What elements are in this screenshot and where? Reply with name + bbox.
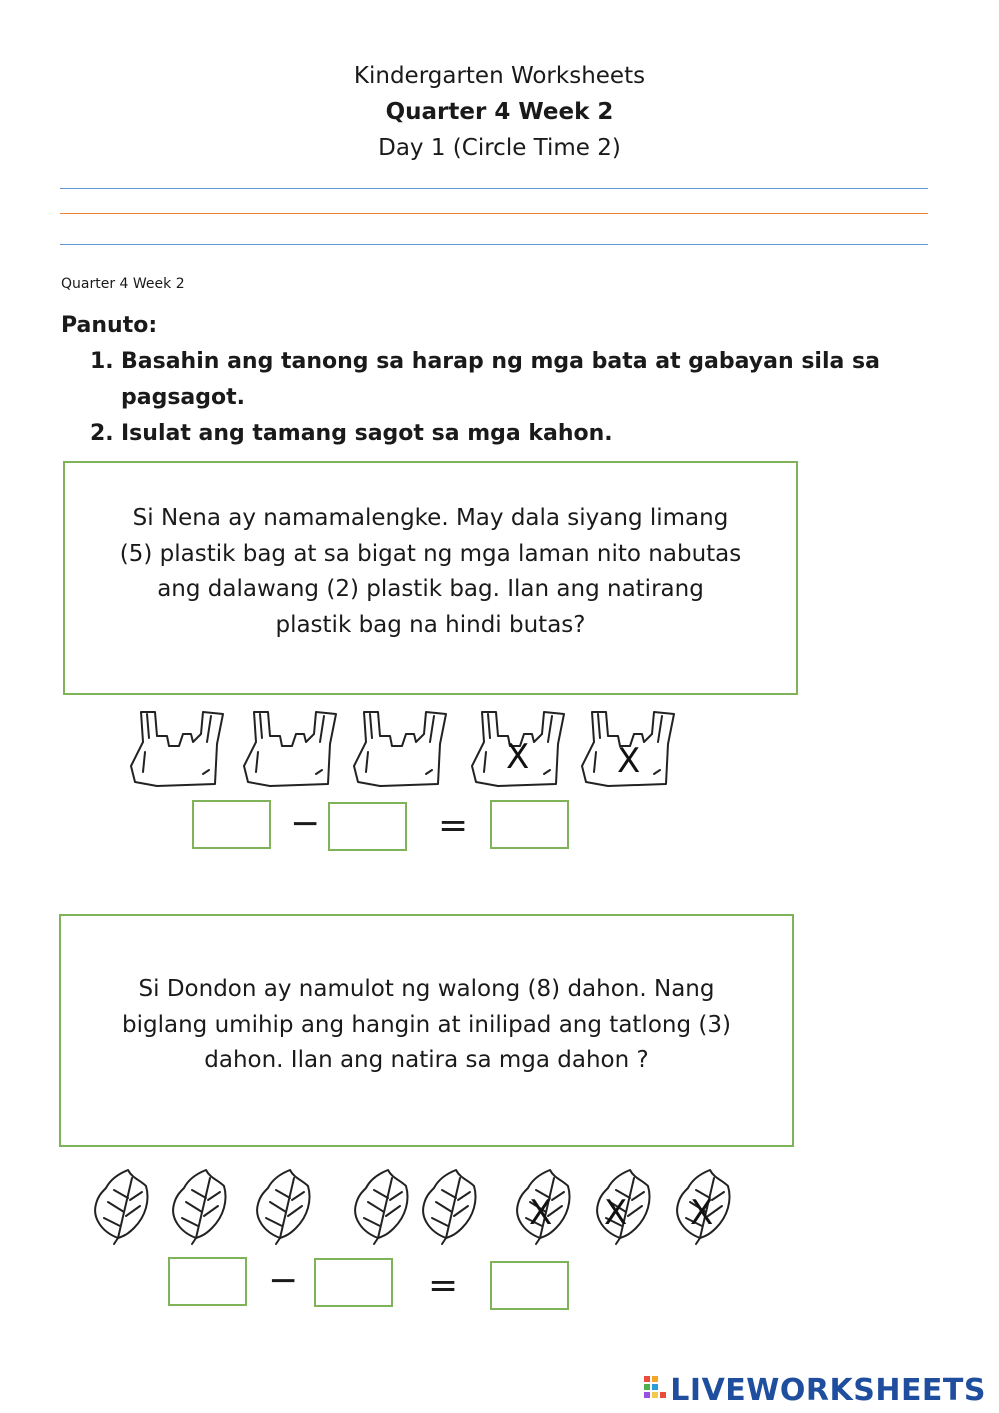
problem-1-text xyxy=(120,501,742,643)
header-rule-orange xyxy=(60,213,928,214)
worksheet-header-quarter: Quarter 4 Week 2 xyxy=(385,99,614,125)
subheading: Quarter 4 Week 2 xyxy=(61,276,185,292)
problem-1-box xyxy=(63,461,798,695)
problem-1-line: (5) plastik bag at sa bigat ng mga laman nito nabutas xyxy=(119,540,742,567)
plastic-bag-icon xyxy=(127,708,231,790)
instruction-1-number: 1. xyxy=(90,349,114,374)
liveworksheets-brand xyxy=(644,1373,986,1408)
worksheet-header-title: Kindergarten Worksheets xyxy=(353,63,646,89)
problem-2-line: biglang umihip ang hangin at inilipad ang tatlong (3) xyxy=(122,1011,731,1038)
problem-2-box xyxy=(59,914,794,1147)
cross-mark: X xyxy=(506,737,530,777)
problem-1-answer-box-1[interactable] xyxy=(192,800,271,849)
leaf-icon xyxy=(166,1166,232,1246)
problem-2-line: dahon. Ilan ang natira sa mga dahon ? xyxy=(204,1047,649,1073)
cross-mark: X xyxy=(604,1193,628,1233)
problem-2-answer-box-3[interactable] xyxy=(490,1261,569,1310)
problem-2-line: Si Dondon ay namulot ng walong (8) dahon. Nang xyxy=(138,976,715,1002)
liveworksheets-logo-icon xyxy=(644,1376,666,1406)
problem-1-line: ang dalawang (2) plastik bag. Ilan ang natirang xyxy=(157,576,704,602)
brand-name: LIVEWORKSHEETS xyxy=(670,1373,986,1408)
problem-2-text xyxy=(122,972,731,1079)
equals-sign: = xyxy=(438,805,469,846)
problem-2-answer-box-1[interactable] xyxy=(168,1257,247,1306)
problem-1-line: Si Nena ay namamalengke. May dala siyang limang xyxy=(132,505,729,531)
instruction-2-number: 2. xyxy=(90,421,114,446)
instructions-title: Panuto: xyxy=(61,313,158,338)
problem-1-answer-box-3[interactable] xyxy=(490,800,569,849)
instruction-2-text: Isulat ang tamang sagot sa mga kahon. xyxy=(121,421,613,446)
leaf-icon xyxy=(348,1166,414,1246)
leaf-icon xyxy=(416,1166,482,1246)
instruction-1-text: Basahin ang tanong sa harap ng mga bata at gabayan sila sa xyxy=(121,349,880,374)
plastic-bag-icon xyxy=(240,708,344,790)
cross-mark: X xyxy=(690,1193,714,1233)
problem-2-answer-box-2[interactable] xyxy=(314,1258,393,1307)
leaf-icon xyxy=(250,1166,316,1246)
minus-sign: − xyxy=(268,1260,299,1301)
problem-1-line: plastik bag na hindi butas? xyxy=(275,611,586,638)
cross-mark: X xyxy=(529,1193,553,1233)
header-rule-blue xyxy=(60,188,928,189)
worksheet-header-day: Day 1 (Circle Time 2) xyxy=(378,135,621,161)
plastic-bag-icon xyxy=(350,708,454,790)
problem-1-answer-box-2[interactable] xyxy=(328,802,407,851)
minus-sign: − xyxy=(290,803,321,844)
equals-sign: = xyxy=(428,1265,459,1306)
cross-mark: X xyxy=(617,741,641,781)
leaf-icon xyxy=(88,1166,154,1246)
instruction-1-text-cont: pagsagot. xyxy=(121,385,246,410)
header-rule-blue-bottom xyxy=(60,244,928,245)
